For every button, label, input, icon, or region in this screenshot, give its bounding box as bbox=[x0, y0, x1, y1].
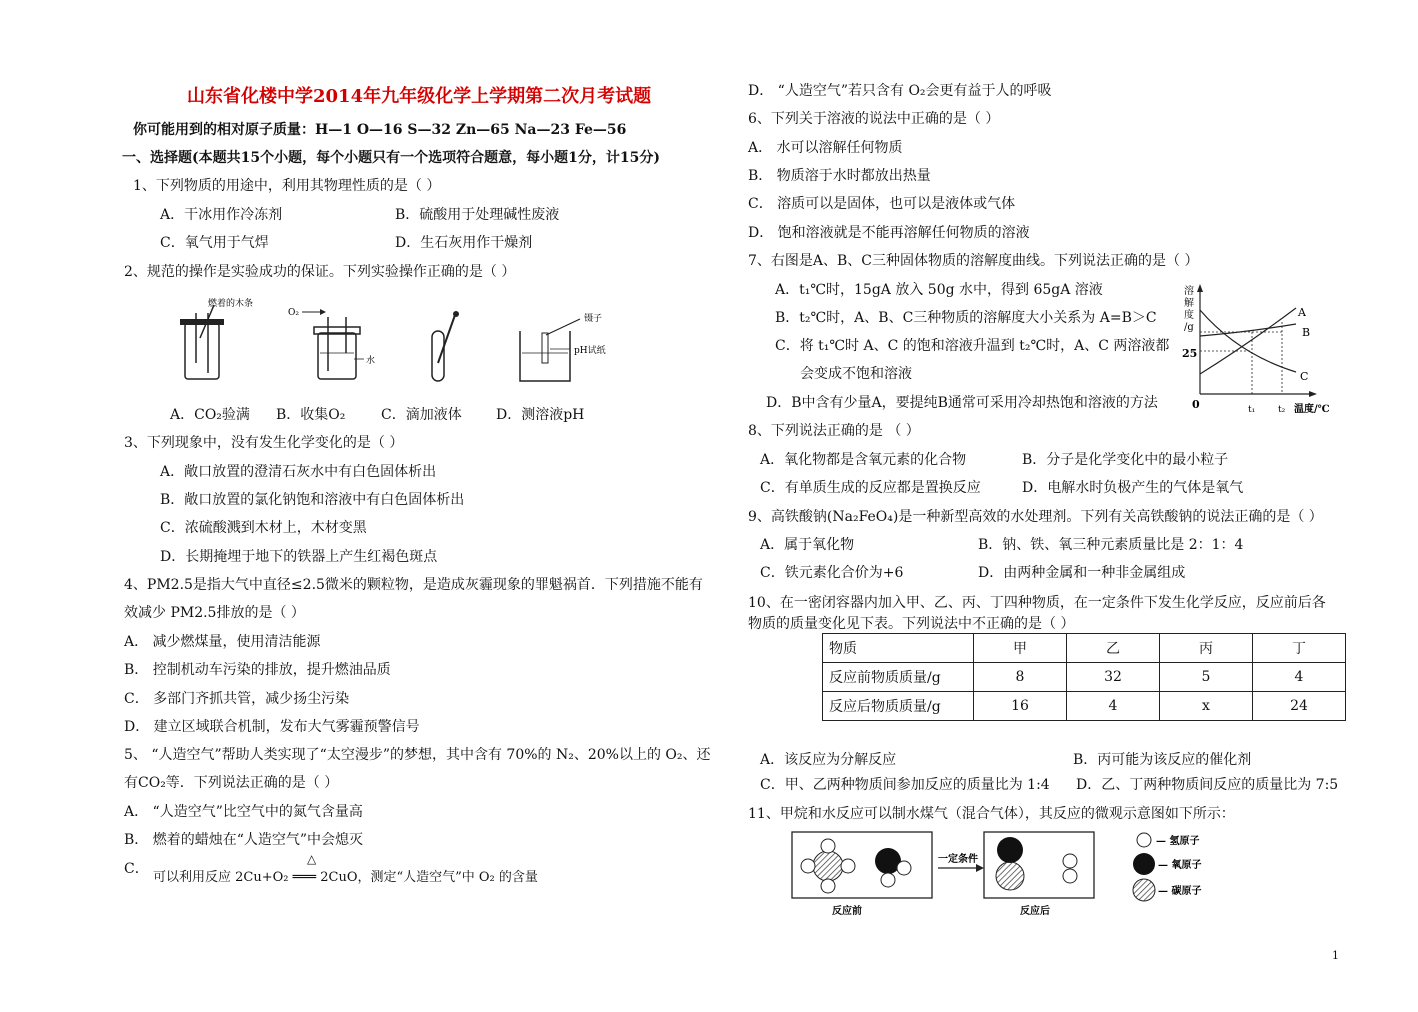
q1-option-a: A．干冰用作冷冻剂 bbox=[160, 207, 283, 223]
table-cell: 5 bbox=[1160, 663, 1253, 692]
q8-option-c: C．有单质生成的反应都是置换反应 bbox=[760, 480, 981, 496]
after-label: 反应后 bbox=[1020, 906, 1050, 917]
q5-option-d: D． “人造空气”若只含有 O₂会更有益于人的呼吸 bbox=[748, 83, 1052, 99]
q2-stem: 2、规范的操作是实验成功的保证。下列实验操作正确的是（ ） bbox=[124, 264, 516, 280]
q7-stem: 7、右图是A、B、C三种固体物质的溶解度曲线。下列说法正确的是（ ） bbox=[748, 253, 1199, 269]
apparatus-d-beaker bbox=[520, 312, 606, 381]
label-tweezers: 镊子 bbox=[584, 314, 603, 324]
atomic-mass-line: 你可能用到的相对原子质量：H—1 O—16 S—32 Zn—65 Na—23 Fe—56 bbox=[133, 122, 627, 138]
series-label-b: B bbox=[1302, 326, 1311, 339]
q4-option-d: D． 建立区域联合机制，发布大气雾霾预警信号 bbox=[124, 719, 420, 735]
q7-option-b: B．t₂℃时，A、B、C三种物质的溶解度大小关系为 A=B＞C bbox=[775, 310, 1157, 326]
q10-option-a: A．该反应为分解反应 bbox=[760, 752, 897, 768]
legend-carbon: — 碳原子 bbox=[1158, 886, 1202, 897]
q1-stem: 1、下列物质的用途中，利用其物理性质的是（ ） bbox=[133, 178, 441, 194]
q8-option-b: B．分子是化学变化中的最小粒子 bbox=[1022, 452, 1229, 468]
q4-option-a: A． 减少燃煤量，使用清洁能源 bbox=[124, 634, 321, 650]
apparatus-c-tube bbox=[432, 311, 459, 381]
hydrogen-atom bbox=[881, 873, 895, 887]
q9-option-b: B．钠、铁、氧三种元素质量比是 2：1：4 bbox=[978, 537, 1244, 553]
q2-option-a: A．CO₂验满 bbox=[170, 407, 250, 423]
table-cell: x bbox=[1160, 692, 1253, 721]
oxygen-atom bbox=[997, 837, 1023, 863]
hydrogen-atom bbox=[801, 859, 815, 873]
q1-option-c: C．氧气用于气焊 bbox=[160, 235, 269, 251]
q6-stem: 6、下列关于溶液的说法中正确的是（ ） bbox=[748, 111, 1000, 127]
hydrogen-atom bbox=[821, 879, 835, 893]
table-cell: 8 bbox=[974, 663, 1067, 692]
q4-stem-line2: 效减少 PM2.5排放的是（ ） bbox=[124, 605, 305, 621]
series-label-c: C bbox=[1300, 370, 1309, 383]
solubility-curve-chart bbox=[1178, 284, 1348, 416]
label-ph-paper: pH试纸 bbox=[574, 346, 606, 356]
table-cell: 物质 bbox=[823, 634, 974, 663]
label-water: 水 bbox=[366, 356, 376, 366]
q2-option-b: B．收集O₂ bbox=[276, 407, 346, 423]
table-header-row bbox=[823, 634, 1346, 663]
q1-option-b: B．硫酸用于处理碱性废液 bbox=[395, 207, 560, 223]
hydrogen-atom bbox=[1063, 854, 1077, 868]
reaction-condition: 一定条件 bbox=[938, 854, 978, 865]
q8-stem: 8、下列说法正确的是 （ ） bbox=[748, 423, 920, 439]
mass-change-table bbox=[822, 633, 1346, 721]
q4-option-c: C． 多部门齐抓共管，减少扬尘污染 bbox=[124, 691, 350, 707]
q8-option-d: D．电解水时负极产生的气体是氧气 bbox=[1022, 480, 1244, 496]
page-title: 山东省化楼中学2014年九年级化学上学期第二次月考试题 bbox=[187, 86, 652, 107]
label-o2: O₂ bbox=[288, 308, 299, 318]
y-axis-label-3: 度 bbox=[1184, 310, 1194, 321]
x-tick-t2: t₂ bbox=[1278, 405, 1286, 415]
table-cell: 16 bbox=[974, 692, 1067, 721]
table-cell: 4 bbox=[1067, 692, 1160, 721]
q2-apparatus-figure bbox=[170, 293, 640, 393]
x-axis-label: 温度/℃ bbox=[1294, 404, 1330, 415]
table-cell: 4 bbox=[1253, 663, 1346, 692]
legend-hydrogen-icon bbox=[1137, 833, 1151, 847]
table-row bbox=[823, 692, 1346, 721]
q6-option-d: D． 饱和溶液就是不能再溶解任何物质的溶液 bbox=[748, 225, 1030, 241]
legend-oxygen: — 氧原子 bbox=[1158, 860, 1202, 871]
y-tick-25: 25 bbox=[1182, 347, 1198, 360]
hydrogen-atom bbox=[821, 839, 835, 853]
page-number: 1 bbox=[1332, 949, 1339, 962]
q3-option-a: A．敞口放置的澄清石灰水中有白色固体析出 bbox=[160, 464, 437, 480]
q7-option-a: A．t₁℃时，15gA 放入 50g 水中，得到 65gA 溶液 bbox=[775, 282, 1103, 298]
carbon-atom bbox=[996, 862, 1024, 890]
y-axis-label-1: 溶 bbox=[1184, 286, 1194, 297]
q7-option-c-line2: 会变成不饱和溶液 bbox=[800, 366, 912, 382]
carbon-atom bbox=[813, 851, 843, 881]
q9-option-c: C．铁元素化合价为+6 bbox=[760, 565, 904, 581]
series-label-a: A bbox=[1298, 306, 1306, 319]
q10-stem-line1: 10、在一密闭容器内加入甲、乙、丙、丁四种物质，在一定条件下发生化学反应，反应前后各 bbox=[748, 595, 1326, 611]
q5-option-c-text: 可以利用反应 2Cu+O₂ ═══ 2CuO，测定“人造空气”中 O₂ 的含量 bbox=[153, 870, 538, 885]
q8-option-a: A．氧化物都是含氧元素的化合物 bbox=[760, 452, 967, 468]
before-label: 反应前 bbox=[832, 906, 862, 917]
q9-stem: 9、高铁酸钠(Na₂FeO₄)是一种新型高效的水处理剂。下列有关高铁酸钠的说法正确的是（ ） bbox=[748, 509, 1323, 525]
curve-a bbox=[1200, 308, 1296, 374]
q9-option-a: A．属于氧化物 bbox=[760, 537, 855, 553]
hydrogen-atom bbox=[841, 859, 855, 873]
q5-condition-triangle: △ bbox=[307, 852, 317, 866]
label-burning-stick: 燃着的木条 bbox=[208, 299, 254, 309]
q3-option-b: B．敞口放置的氯化钠饱和溶液中有白色固体析出 bbox=[160, 492, 465, 508]
q10-option-c: C．甲、乙两种物质间参加反应的质量比为 1:4 bbox=[760, 777, 1050, 793]
q5-stem-line2: 有CO₂等．下列说法正确的是（ ） bbox=[124, 775, 339, 791]
table-row bbox=[823, 663, 1346, 692]
q3-option-c: C．浓硫酸溅到木材上，木材变黑 bbox=[160, 520, 367, 536]
q6-option-a: A． 水可以溶解任何物质 bbox=[748, 140, 903, 156]
table-cell: 乙 bbox=[1067, 634, 1160, 663]
q5-option-c-label: C． bbox=[124, 861, 149, 877]
q10-option-b: B．丙可能为该反应的催化剂 bbox=[1073, 752, 1252, 768]
q7-option-d: D．B中含有少量A，要提纯B通常可采用冷却热饱和溶液的方法 bbox=[766, 395, 1158, 411]
legend-hydrogen: — 氢原子 bbox=[1156, 836, 1200, 847]
origin-label: 0 bbox=[1192, 398, 1200, 411]
table-cell: 甲 bbox=[974, 634, 1067, 663]
table-cell: 32 bbox=[1067, 663, 1160, 692]
q4-stem-line1: 4、PM2.5是指大气中直径≤2.5微米的颗粒物，是造成灰霾现象的罪魁祸首．下列措施不能有 bbox=[124, 577, 703, 593]
y-axis-label-2: 解 bbox=[1184, 298, 1194, 309]
q4-option-b: B． 控制机动车污染的排放，提升燃油品质 bbox=[124, 662, 391, 678]
hydrogen-atom bbox=[1063, 869, 1077, 883]
q9-option-d: D．由两种金属和一种非金属组成 bbox=[978, 565, 1186, 581]
q2-option-c: C．滴加液体 bbox=[381, 407, 462, 423]
q11-stem: 11、甲烷和水反应可以制水煤气（混合气体），其反应的微观示意图如下所示： bbox=[748, 806, 1235, 822]
legend-oxygen-icon bbox=[1133, 853, 1155, 875]
section-heading: 一、选择题(本题共15个小题，每个小题只有一个选项符合题意，每小题1分，计15分) bbox=[122, 150, 660, 166]
table-cell: 反应前物质质量/g bbox=[823, 663, 974, 692]
q5-option-b: B． 燃着的蜡烛在“人造空气”中会熄灭 bbox=[124, 832, 364, 848]
q5-option-a: A． “人造空气”比空气中的氮气含量高 bbox=[124, 804, 363, 820]
table-cell: 丁 bbox=[1253, 634, 1346, 663]
apparatus-b-bottle bbox=[288, 308, 375, 379]
hydrogen-atom bbox=[897, 861, 911, 875]
table-cell: 反应后物质质量/g bbox=[823, 692, 974, 721]
q2-option-d: D．测溶液pH bbox=[496, 407, 585, 423]
q5-stem-line1: 5、 “人造空气”帮助人类实现了“太空漫步”的梦想，其中含有 70%的 N₂、20%以上的 O₂、还 bbox=[124, 747, 711, 763]
q3-stem: 3、下列现象中，没有发生化学变化的是（ ） bbox=[124, 435, 404, 451]
legend-carbon-icon bbox=[1133, 879, 1155, 901]
apparatus-a-bottle bbox=[180, 297, 253, 379]
q6-option-c: C． 溶质可以是固体，也可以是液体或气体 bbox=[748, 196, 1016, 212]
x-tick-t1: t₁ bbox=[1248, 405, 1256, 415]
q1-option-d: D．生石灰用作干燥剂 bbox=[395, 235, 533, 251]
q7-option-c-line1: C．将 t₁℃时 A、C 的饱和溶液升温到 t₂℃时，A、C 两溶液都 bbox=[775, 338, 1170, 354]
y-axis-label-4: /g bbox=[1184, 322, 1194, 333]
table-cell: 丙 bbox=[1160, 634, 1253, 663]
q10-option-d: D．乙、丁两种物质间反应的质量比为 7:5 bbox=[1076, 777, 1339, 793]
q3-option-d: D．长期掩埋于地下的铁器上产生红褐色斑点 bbox=[160, 549, 438, 565]
q6-option-b: B． 物质溶于水时都放出热量 bbox=[748, 168, 931, 184]
q11-micro-diagram bbox=[788, 826, 1248, 922]
table-cell: 24 bbox=[1253, 692, 1346, 721]
q10-stem-line2: 物质的质量变化见下表。下列说法中不正确的是（ ） bbox=[748, 616, 1075, 632]
